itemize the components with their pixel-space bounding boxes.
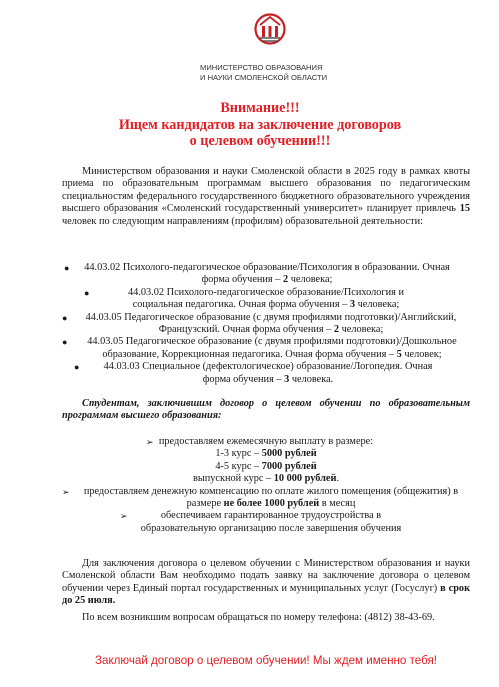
intro-count: 15: [459, 203, 470, 215]
payment-intro: [62, 436, 470, 448]
headline-line-2: Ищем кандидатов на заключение договоров: [118, 116, 402, 133]
housing-text: предоставляем денежную компенсацию по оплате жилого помещения (общежития) в размере: [83, 485, 459, 510]
bullet-icon: ●: [62, 337, 68, 348]
course-value: 5000 рублей: [261, 448, 317, 460]
headline-line-3: о целевом обучении!!!: [189, 133, 331, 149]
students-heading: Студентам, заключившим договор о целевом обучении по образовательным программам высшего образования:: [62, 398, 470, 422]
housing-compensation: [62, 486, 470, 511]
ministry-line-1: МИНИСТЕРСТВО ОБРАЗОВАНИЯ: [200, 63, 323, 72]
program-item: [62, 361, 470, 386]
bullet-icon: ●: [74, 362, 80, 373]
program-item: [62, 287, 470, 312]
benefits-list: [62, 436, 470, 535]
ministry-line-2: И НАУКИ СМОЛЕНСКОЙ ОБЛАСТИ: [200, 73, 328, 82]
payment-course-4-5: [62, 461, 470, 473]
program-suffix: человека;: [288, 274, 333, 286]
program-count: 5: [396, 348, 402, 360]
arrow-bullet-icon: ➢: [62, 486, 70, 497]
program-text: 44.03.02 Психолого-педагогическое образование/Психология и социальная педагогика. Очная форма обучения –: [128, 286, 404, 311]
bullet-icon: ●: [64, 263, 70, 273]
program-suffix: человек;: [401, 348, 442, 360]
apply-deadline: в срок до 25 июля.: [62, 582, 471, 607]
program-suffix: человека;: [339, 324, 384, 336]
intro-text-end: человек по следующим направлениям (профилям) образовательной деятельности:: [62, 215, 423, 227]
program-suffix: человека.: [289, 373, 334, 385]
program-suffix: человека;: [355, 299, 400, 311]
program-text: 44.03.05 Педагогическое образование (с двумя профилями подготовки)/Английский, Французский. Очная форма обучения –: [85, 311, 457, 336]
program-count: 3: [349, 299, 356, 311]
footer-slogan: Заключай договор о целевом обучении! Мы ждем именно тебя!: [95, 654, 437, 667]
contact-paragraph: По всем возникшим вопросам обращаться по номеру телефона: (4812) 38-43-69.: [82, 612, 435, 623]
program-text: 44.03.02 Психолого-педагогическое образование/Психология в образовании. Очная форма обучения –: [84, 262, 450, 286]
payment-graduate: [62, 473, 470, 485]
program-text: 44.03.05 Педагогическое образование (с двумя профилями подготовки)/Дошкольное образование, Коррекционная педагогика. Очная форма обучения –: [87, 336, 457, 360]
headline: [80, 100, 440, 150]
program-item: [62, 336, 470, 361]
arrow-bullet-icon: ➢: [146, 437, 154, 447]
intro-text: Министерством образования и науки Смоленской области в 2025 году в рамках квоты приема по образовательным программам высшего образования по педагогическим специальностям федерального государственного бюджетного образовательного учреждения высшего образования «Смоленский государственный университет» планирует привлечь: [62, 166, 470, 215]
employment-guarantee: [62, 510, 470, 535]
employment-text: обеспечиваем гарантированное трудоустройства в образовательную организацию после завершения обучения: [140, 510, 402, 534]
course-value: 10 000 рублей: [273, 473, 337, 485]
payment-intro-text: предоставляем ежемесячную выплату в размере:: [158, 436, 374, 447]
program-text: 44.03.03 Специальное (дефектологическое) образование/Логопедия. Очная форма обучения –: [103, 361, 433, 385]
program-item: [62, 262, 470, 287]
bullet-icon: ●: [84, 287, 90, 298]
housing-end: в месяц: [319, 498, 356, 510]
ministry-emblem-icon: [254, 13, 286, 47]
program-count: 2: [333, 324, 340, 336]
program-list: [62, 262, 470, 386]
arrow-bullet-icon: ➢: [120, 511, 128, 522]
payment-course-1-3: [62, 448, 470, 460]
apply-text: Для заключения договора о целевом обучении с Министерством образования и науки Смоленской области Вам необходимо подать заявку на заключение договора о целевом обучении через Единый портал государственных и муниципальных услуг (Госуслуг): [62, 558, 470, 594]
course-label: 1-3 курс –: [215, 448, 262, 460]
program-count: 3: [284, 373, 290, 385]
apply-paragraph: [62, 558, 470, 608]
program-count: 2: [282, 274, 289, 286]
course-value: 7000 рублей: [261, 460, 317, 472]
housing-value: не более 1000 рублей: [223, 498, 320, 510]
intro-paragraph: [62, 166, 470, 228]
bullet-icon: ●: [62, 312, 68, 323]
course-label: 4-5 курс –: [215, 460, 262, 472]
ministry-name: [200, 63, 360, 83]
course-end: .: [336, 473, 340, 485]
program-item: [62, 312, 470, 337]
headline-line-1: Внимание!!!: [220, 100, 300, 116]
course-label: выпускной курс –: [192, 473, 274, 485]
